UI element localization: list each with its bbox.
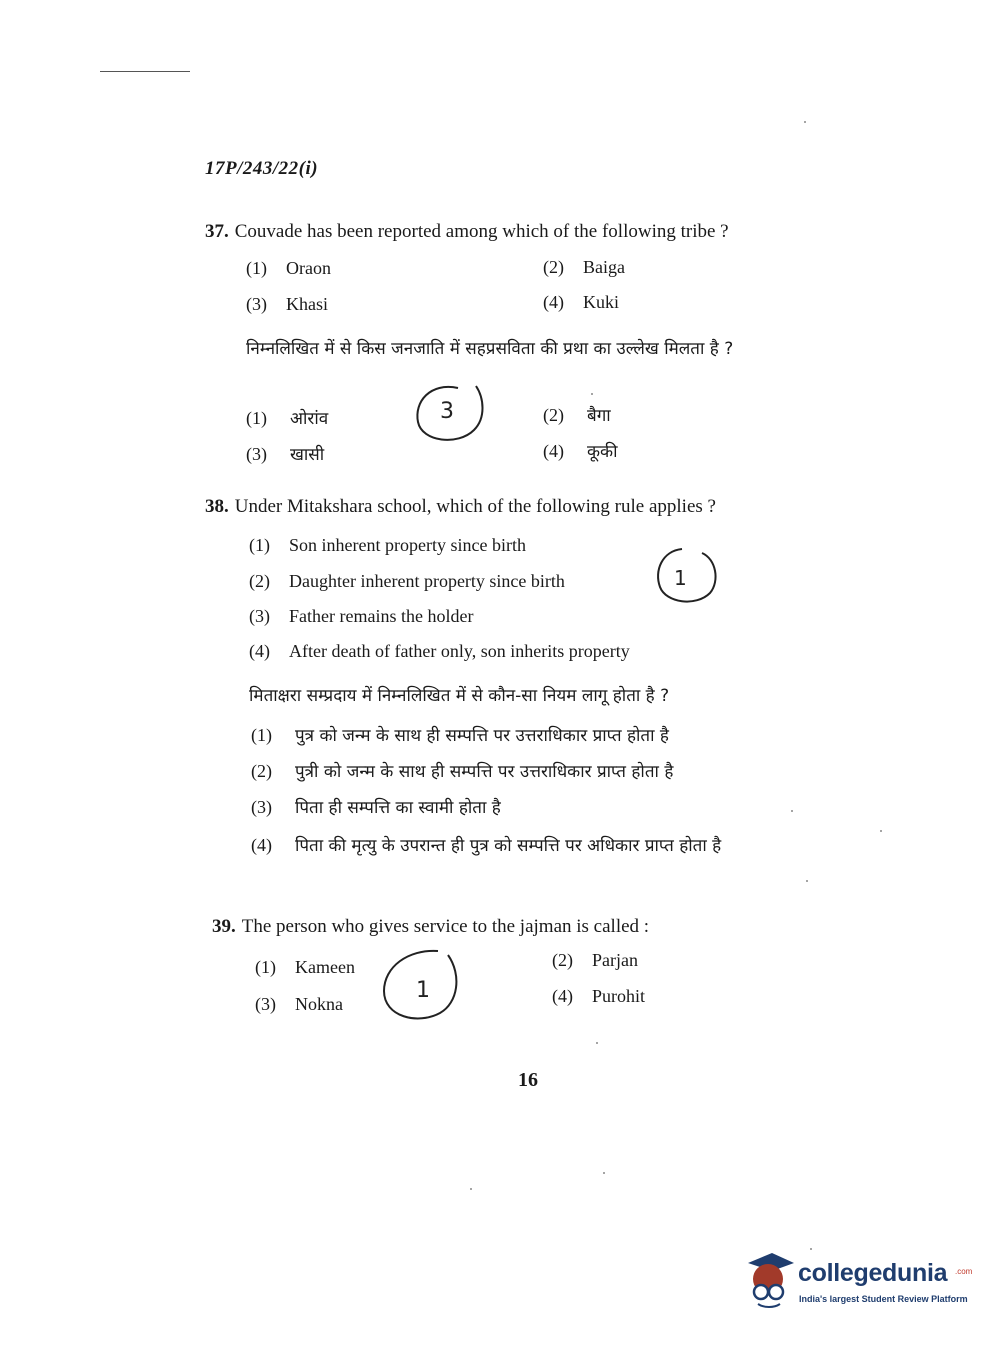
mascot-logo-icon (742, 1249, 798, 1311)
option-en: (1) Son inherent property since birth (249, 535, 526, 555)
scan-speck (591, 393, 593, 395)
question-text-hindi: मिताक्षरा सम्प्रदाय में निम्नलिखित में से कौन-सा नियम लागू होता है ? (249, 686, 670, 706)
question-number: 37. (205, 221, 229, 242)
handwritten-answer: 1 (674, 566, 687, 590)
scan-speck (603, 1172, 605, 1174)
collegedunia-watermark (742, 1249, 972, 1311)
brand-name: collegedunia (798, 1259, 948, 1287)
question-number: 39. (212, 916, 236, 937)
page-number: 16 (518, 1069, 538, 1091)
option-en: (2) Parjan (552, 950, 638, 970)
option-hi: (1) ओरांव (246, 408, 329, 429)
option-en: (4) Kuki (543, 292, 619, 312)
handwritten-circle-mark (378, 945, 468, 1030)
option-hi: (3) खासी (246, 444, 325, 465)
option-hi: (4) कूकी (543, 441, 618, 462)
scan-speck (880, 830, 882, 832)
option-en: (4) After death of father only, son inherits property (249, 641, 630, 661)
paper-code: 17P/243/22(i) (205, 158, 319, 179)
question-number: 38. (205, 496, 229, 517)
top-rule (100, 71, 190, 72)
handwritten-circle-mark (410, 380, 490, 450)
scan-speck (804, 121, 806, 123)
option-en: (2) Baiga (543, 257, 625, 277)
question-39 (212, 916, 649, 938)
handwritten-answer: 1 (416, 978, 430, 1003)
option-hi: (1) पुत्र को जन्म के साथ ही सम्पत्ति पर उत्तराधिकार प्राप्त होता है (251, 725, 669, 746)
brand-suffix: .com (955, 1267, 973, 1276)
handwritten-circle-mark (652, 545, 722, 610)
option-en: (1) Kameen (255, 957, 355, 977)
option-en: (1) Oraon (246, 258, 331, 278)
option-hi: (2) बैगा (543, 405, 611, 426)
option-hi: (2) पुत्री को जन्म के साथ ही सम्पत्ति पर उत्तराधिकार प्राप्त होता है (251, 761, 674, 782)
handwritten-answer: 3 (440, 399, 454, 424)
option-en: (3) Father remains the holder (249, 606, 474, 626)
question-text: Couvade has been reported among which of the following tribe ? (234, 221, 729, 242)
question-text: Under Mitakshara school, which of the following rule applies ? (234, 496, 716, 517)
option-hi: (3) पिता ही सम्पत्ति का स्वामी होता है (251, 797, 501, 818)
question-text-hindi: निम्नलिखित में से किस जनजाति में सहप्रसविता की प्रथा का उल्लेख मिलता है ? (246, 339, 734, 359)
scan-speck (806, 880, 808, 882)
option-en: (3) Nokna (255, 994, 343, 1014)
option-en: (4) Purohit (552, 986, 646, 1006)
question-text: The person who gives service to the jajman is called : (241, 916, 650, 937)
option-hi: (4) पिता की मृत्यु के उपरान्त ही पुत्र को सम्पत्ति पर अधिकार प्राप्त होता है (251, 835, 722, 856)
option-en: (3) Khasi (246, 294, 328, 314)
question-37 (205, 221, 729, 243)
scan-speck (791, 810, 793, 812)
scan-speck (596, 1042, 598, 1044)
brand-tagline: India's largest Student Review Platform (799, 1294, 968, 1304)
scan-speck (470, 1188, 472, 1190)
option-en: (2) Daughter inherent property since birth (249, 571, 565, 591)
question-38 (205, 496, 716, 518)
